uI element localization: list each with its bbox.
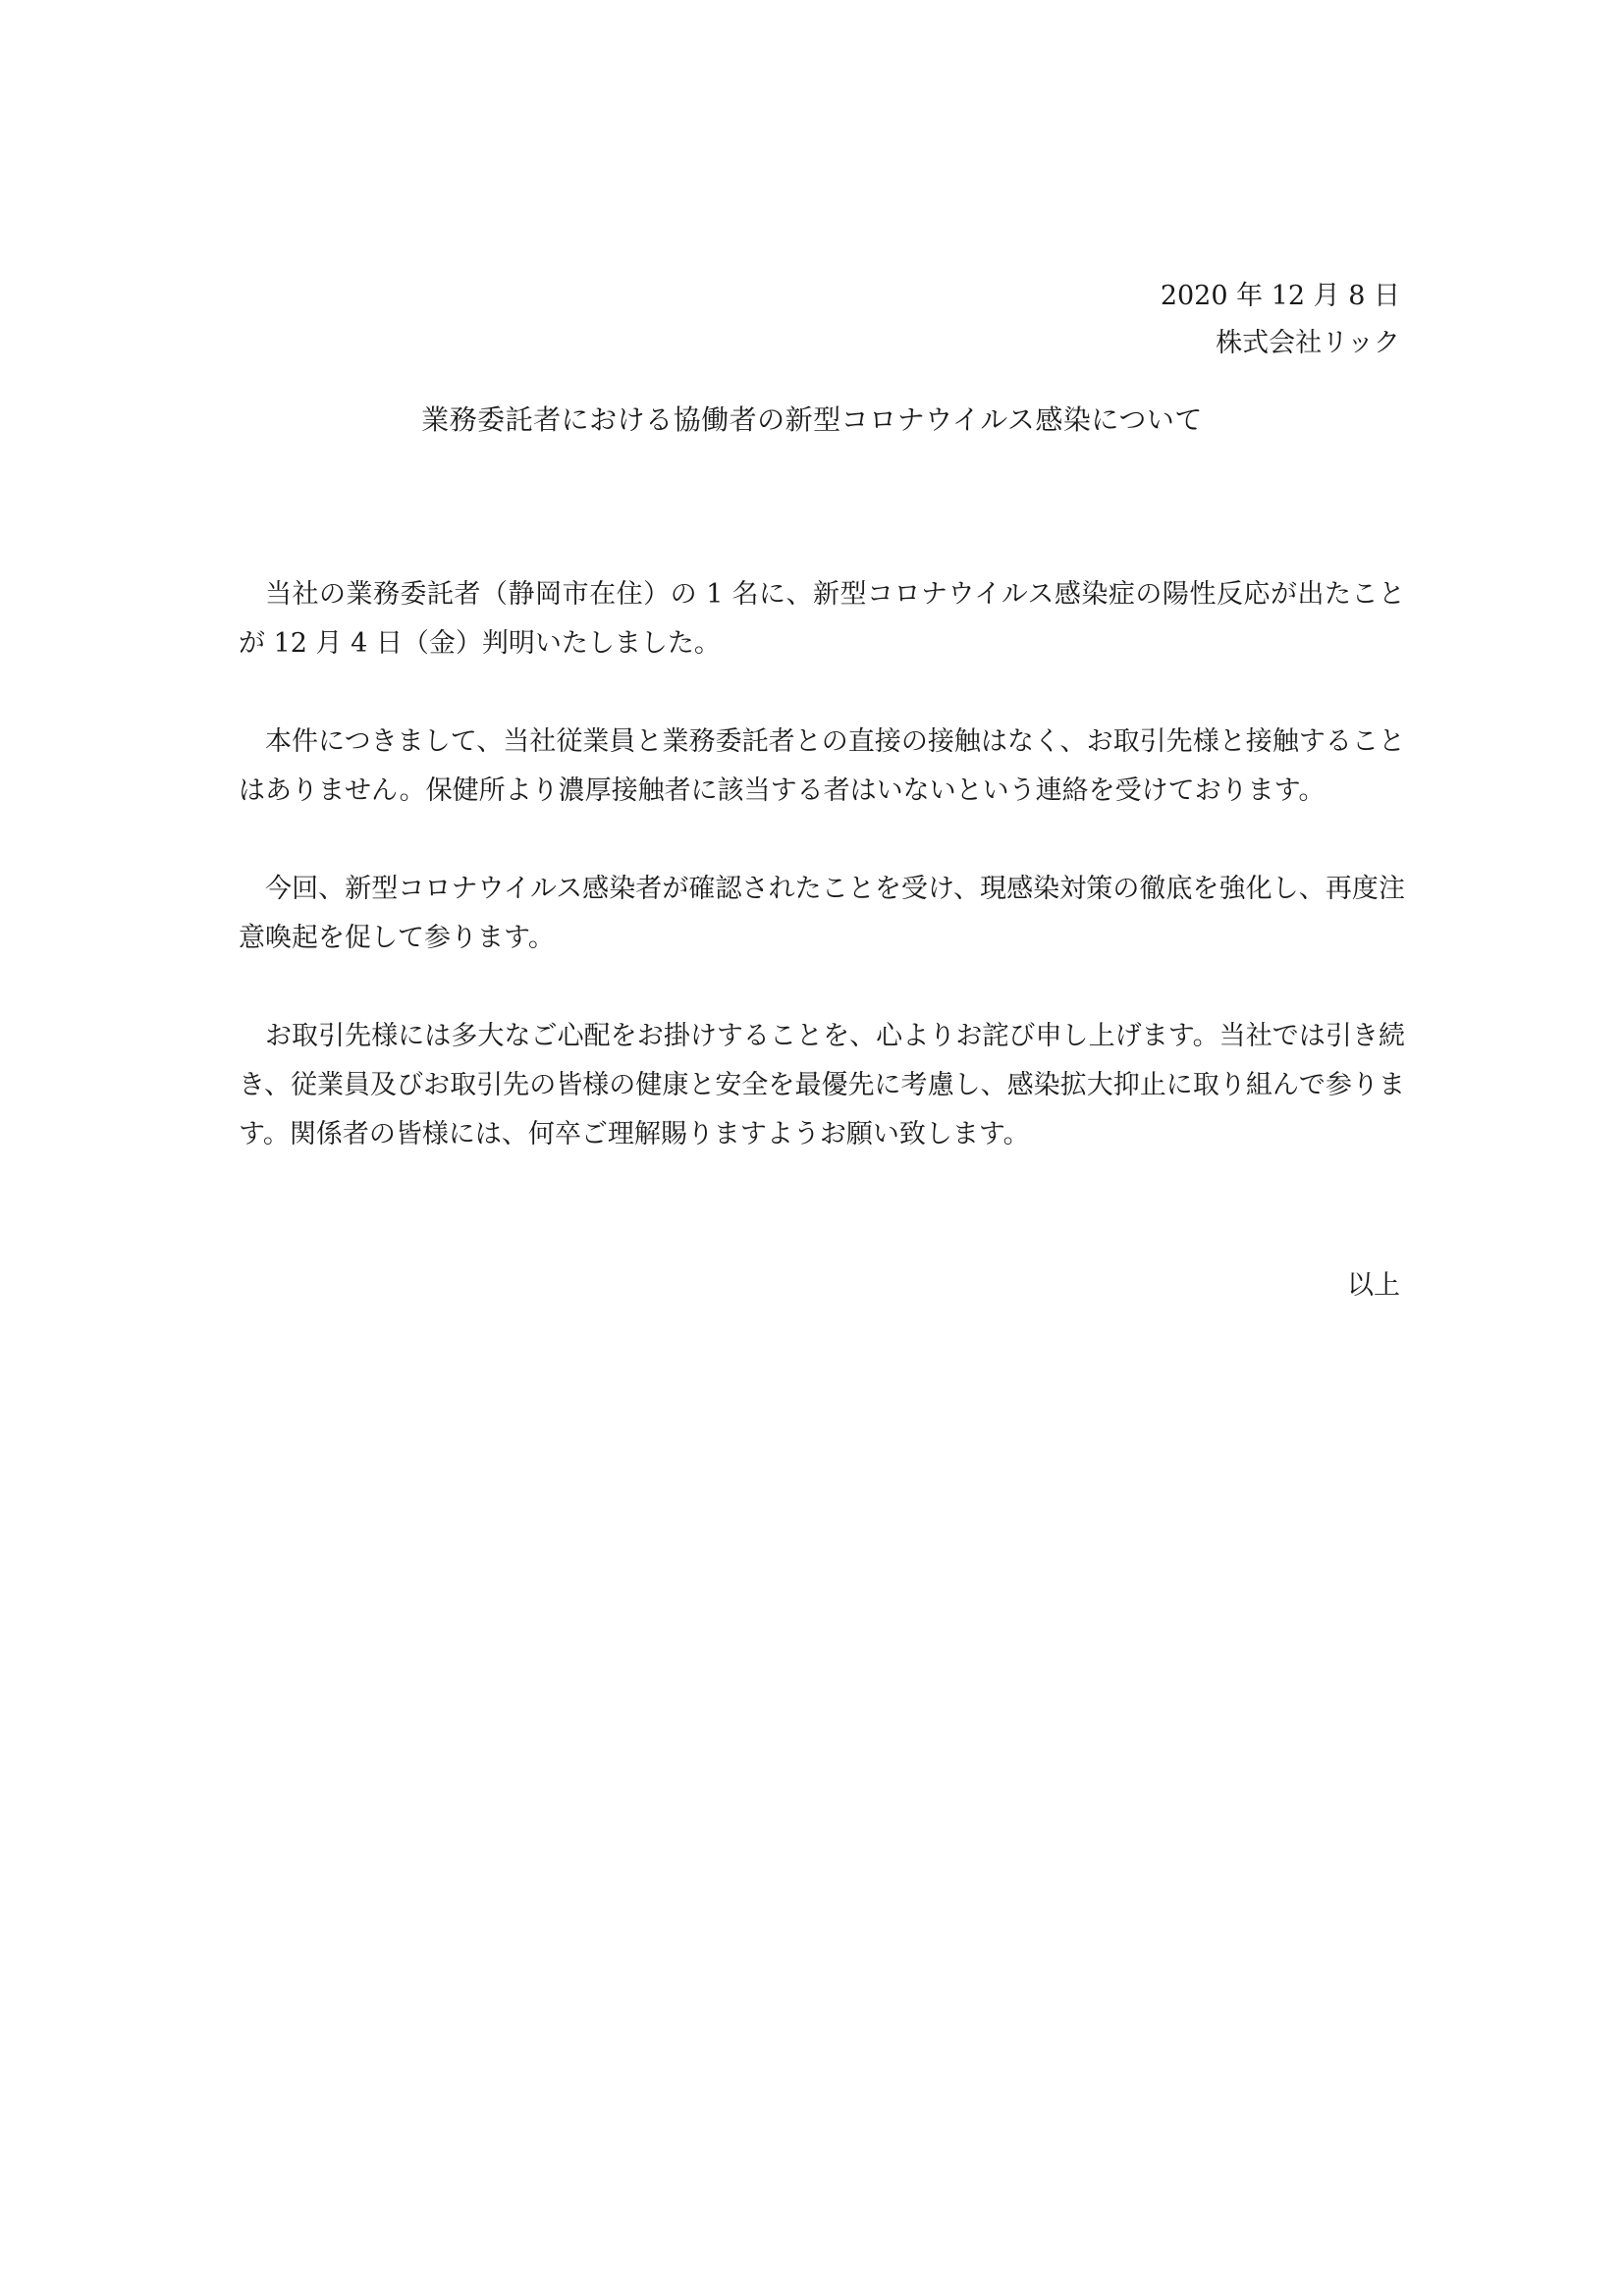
document-body xyxy=(239,570,1405,1208)
paragraph-4: お取引先様には多大なご心配をお掛けすることを、心よりお詫び申し上げます。当社では引き続き、従業員及びお取引先の皆様の健康と安全を最優先に考慮し、感染拡大抑止に取り組んで参ります。関係者の皆様には、何卒ご理解賜りますようお願い致します。 xyxy=(239,1021,1405,1149)
document-date: 2020 年 12 月 8 日 xyxy=(1160,281,1400,311)
closing-remark: 以上 xyxy=(1347,1270,1400,1301)
paragraph-1: 当社の業務委託者（静岡市在住）の 1 名に、新型コロナウイルス感染症の陽性反応が出たことが 12 月 4 日（金）判明いたしました。 xyxy=(239,579,1405,659)
paragraph-2: 本件につきまして、当社従業員と業務委託者との直接の接触はなく、お取引先様と接触することはありません。保健所より濃厚接触者に該当する者はいないという連絡を受けております。 xyxy=(239,726,1405,806)
paragraph-3: 今回、新型コロナウイルス感染者が確認されたことを受け、現感染対策の徹底を強化し、再度注意喚起を促して参ります。 xyxy=(239,874,1405,953)
document-title: 業務委託者における協働者の新型コロナウイルス感染について xyxy=(421,403,1203,436)
document-header xyxy=(1161,273,1400,367)
company-name: 株式会社リック xyxy=(1216,328,1400,358)
